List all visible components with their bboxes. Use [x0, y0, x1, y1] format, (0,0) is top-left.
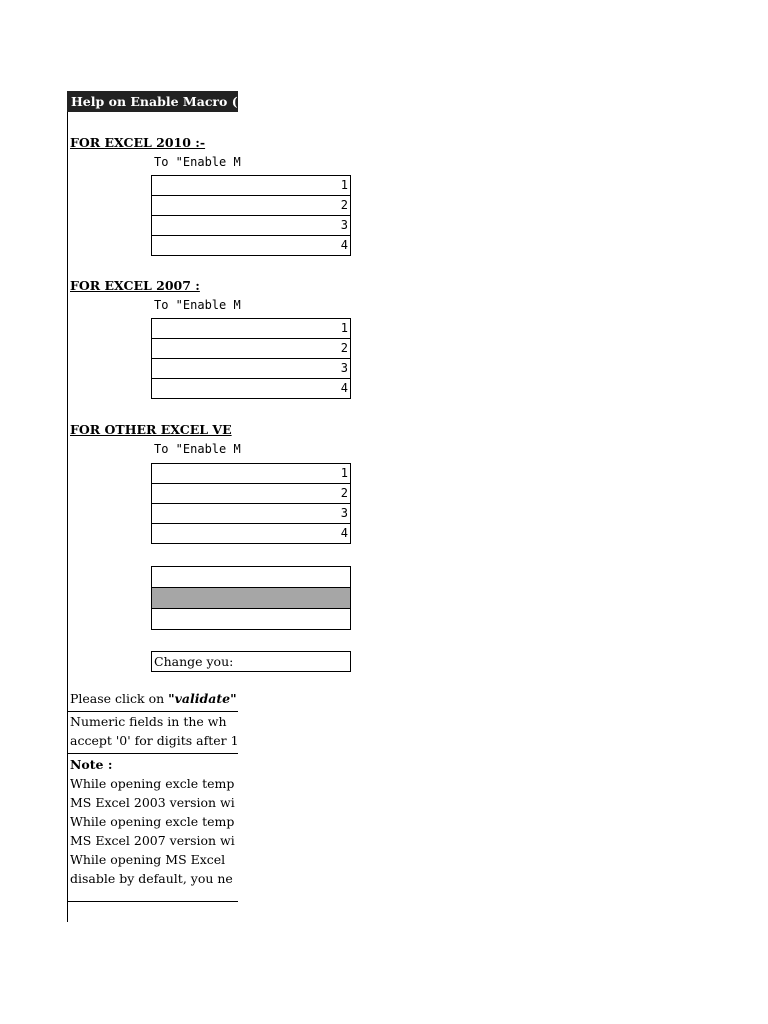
step-cell[interactable]: 4	[152, 524, 351, 544]
step-cell[interactable]: 2	[152, 484, 351, 504]
numeric-note-line: accept '0' for digits after 1	[70, 733, 239, 748]
section-intro: To "Enable M	[154, 298, 241, 312]
section-intro: To "Enable M	[154, 155, 241, 169]
note-line: While opening excle temp	[70, 776, 235, 791]
steps-table-other-excel	[151, 463, 351, 544]
step-cell[interactable]: 1	[152, 319, 351, 339]
divider	[68, 753, 238, 754]
option-box[interactable]	[151, 608, 351, 630]
change-settings-box[interactable]: Change you:	[151, 651, 351, 672]
option-box-stack	[151, 567, 351, 630]
note-label: Note :	[70, 757, 113, 772]
steps-table-excel-2007	[151, 318, 351, 399]
step-cell[interactable]: 2	[152, 196, 351, 216]
section-heading-excel-2010: FOR EXCEL 2010 :-	[70, 135, 206, 150]
validate-prefix: Please click on	[70, 691, 169, 706]
option-box[interactable]	[151, 566, 351, 588]
note-line: disable by default, you ne	[70, 871, 233, 886]
option-box-selected[interactable]	[151, 587, 351, 609]
step-cell[interactable]: 3	[152, 216, 351, 236]
step-cell[interactable]: 3	[152, 359, 351, 379]
section-intro: To "Enable M	[154, 442, 241, 456]
step-cell[interactable]: 3	[152, 504, 351, 524]
step-cell[interactable]: 4	[152, 236, 351, 256]
step-cell[interactable]: 2	[152, 339, 351, 359]
step-cell[interactable]: 1	[152, 464, 351, 484]
validate-keyword: "validate"	[168, 691, 237, 706]
numeric-note-line: Numeric fields in the wh	[70, 714, 227, 729]
step-cell[interactable]: 4	[152, 379, 351, 399]
step-cell[interactable]: 1	[152, 176, 351, 196]
note-line: MS Excel 2007 version wi	[70, 833, 235, 848]
divider	[68, 901, 238, 902]
validate-instruction	[70, 691, 237, 706]
divider	[68, 711, 238, 712]
help-title-bar: Help on Enable Macro (I	[67, 91, 238, 112]
note-line: While opening MS Excel	[70, 852, 226, 867]
steps-table-excel-2010	[151, 175, 351, 256]
section-heading-excel-2007: FOR EXCEL 2007 :	[70, 278, 200, 293]
visible-column-region	[67, 91, 348, 922]
section-heading-other-excel: FOR OTHER EXCEL VE	[70, 422, 232, 437]
note-line: While opening excle temp	[70, 814, 235, 829]
note-line: MS Excel 2003 version wi	[70, 795, 235, 810]
